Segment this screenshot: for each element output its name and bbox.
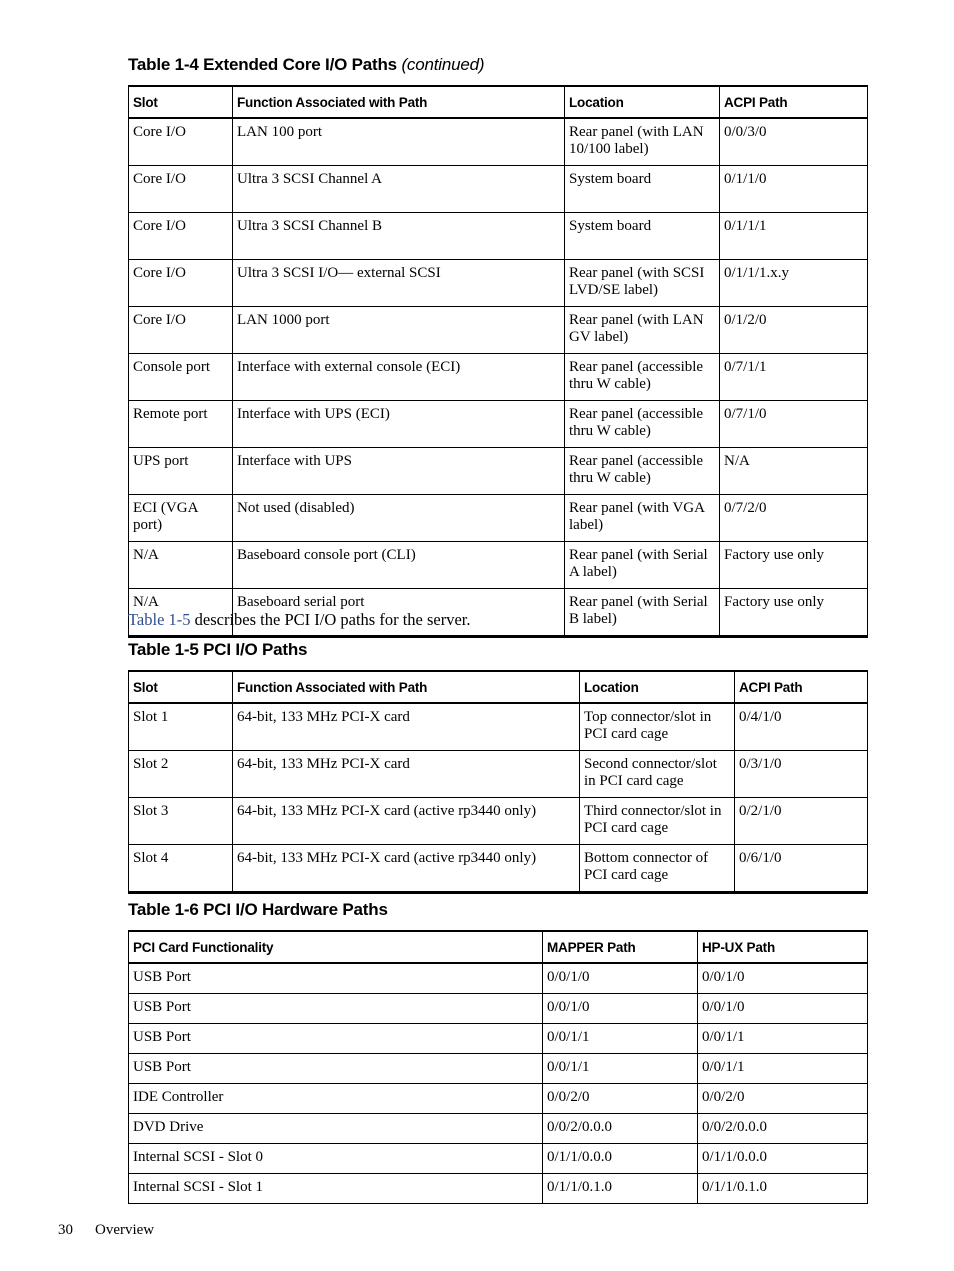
footer-section: Overview bbox=[95, 1222, 155, 1238]
table-cell: 0/1/1/1.x.y bbox=[720, 260, 868, 307]
table-cell: Not used (disabled) bbox=[233, 495, 565, 542]
table-cell: 0/1/2/0 bbox=[720, 307, 868, 354]
table-cell: 0/1/1/0.1.0 bbox=[698, 1174, 868, 1204]
column-header: MAPPER Path bbox=[543, 931, 698, 963]
table-cell: 0/1/1/0.1.0 bbox=[543, 1174, 698, 1204]
table-cell: N/A bbox=[129, 542, 233, 589]
intro-text: describes the PCI I/O paths for the server. bbox=[190, 610, 471, 629]
table-row bbox=[129, 118, 868, 166]
table-cell: N/A bbox=[720, 448, 868, 495]
table-1-4-body bbox=[129, 118, 868, 637]
table-cell: 0/1/1/0.0.0 bbox=[543, 1144, 698, 1174]
table-cell: USB Port bbox=[129, 963, 543, 994]
table-cell: System board bbox=[565, 166, 720, 213]
table-1-5-caption: Table 1-5 PCI I/O Paths bbox=[128, 640, 308, 659]
table-row bbox=[129, 703, 868, 751]
table-cell: 64-bit, 133 MHz PCI-X card (active rp3440 only) bbox=[233, 798, 580, 845]
table-cell: 0/7/1/0 bbox=[720, 401, 868, 448]
table-cell: Ultra 3 SCSI Channel B bbox=[233, 213, 565, 260]
table-cell: Bottom connector of PCI card cage bbox=[580, 845, 735, 893]
table-header-row bbox=[129, 931, 868, 963]
table-1-5-body bbox=[129, 703, 868, 893]
column-header: ACPI Path bbox=[720, 86, 868, 118]
table-cell: 0/0/1/0 bbox=[543, 994, 698, 1024]
column-header: Function Associated with Path bbox=[233, 86, 565, 118]
column-header: Slot bbox=[129, 86, 233, 118]
table-cell: 0/0/1/1 bbox=[543, 1054, 698, 1084]
table-cell: DVD Drive bbox=[129, 1114, 543, 1144]
table-cell: 0/0/2/0 bbox=[698, 1084, 868, 1114]
table-cell: 0/0/3/0 bbox=[720, 118, 868, 166]
table-cell: 0/1/1/1 bbox=[720, 213, 868, 260]
column-header: PCI Card Functionality bbox=[129, 931, 543, 963]
table-cell: 0/7/2/0 bbox=[720, 495, 868, 542]
table-1-5 bbox=[128, 670, 868, 894]
table-1-6-caption: Table 1-6 PCI I/O Hardware Paths bbox=[128, 900, 388, 919]
table-row bbox=[129, 354, 868, 401]
table-cell: LAN 100 port bbox=[233, 118, 565, 166]
table-cell: USB Port bbox=[129, 1054, 543, 1084]
table-row bbox=[129, 1144, 868, 1174]
table-cell: 64-bit, 133 MHz PCI-X card (active rp3440 only) bbox=[233, 845, 580, 893]
table-cell: ECI (VGA port) bbox=[129, 495, 233, 542]
table-cell: 0/1/1/0 bbox=[720, 166, 868, 213]
column-header: Location bbox=[580, 671, 735, 703]
table-row bbox=[129, 542, 868, 589]
table-cell: 0/0/1/1 bbox=[698, 1054, 868, 1084]
table-cell: Interface with external console (ECI) bbox=[233, 354, 565, 401]
table-cell: 64-bit, 133 MHz PCI-X card bbox=[233, 751, 580, 798]
table-row bbox=[129, 798, 868, 845]
table-cell: 0/0/1/0 bbox=[698, 994, 868, 1024]
page-number: 30 bbox=[58, 1222, 73, 1238]
table-cell: 0/0/2/0.0.0 bbox=[543, 1114, 698, 1144]
table-row bbox=[129, 1084, 868, 1114]
table-cell: Rear panel (accessible thru W cable) bbox=[565, 448, 720, 495]
table-cell: 0/7/1/1 bbox=[720, 354, 868, 401]
table-1-4 bbox=[128, 85, 868, 638]
table-cell: USB Port bbox=[129, 1024, 543, 1054]
table-row bbox=[129, 1174, 868, 1204]
table-cell: Slot 3 bbox=[129, 798, 233, 845]
table-row bbox=[129, 1024, 868, 1054]
table-1-4-continued: (continued) bbox=[401, 55, 485, 74]
table-cell: 0/0/2/0 bbox=[543, 1084, 698, 1114]
table-1-6 bbox=[128, 930, 868, 1204]
table-cell: Slot 1 bbox=[129, 703, 233, 751]
table-cell: LAN 1000 port bbox=[233, 307, 565, 354]
column-header: Function Associated with Path bbox=[233, 671, 580, 703]
table-cell: 0/0/1/1 bbox=[543, 1024, 698, 1054]
table-cell: Core I/O bbox=[129, 213, 233, 260]
table-cell: USB Port bbox=[129, 994, 543, 1024]
table-cell: Rear panel (with VGA label) bbox=[565, 495, 720, 542]
table-row bbox=[129, 495, 868, 542]
table-cell: Third connector/slot in PCI card cage bbox=[580, 798, 735, 845]
table-header-row bbox=[129, 671, 868, 703]
column-header: Location bbox=[565, 86, 720, 118]
table-cell: 0/1/1/0.0.0 bbox=[698, 1144, 868, 1174]
table-cell: 0/3/1/0 bbox=[735, 751, 868, 798]
table-cell: Top connector/slot in PCI card cage bbox=[580, 703, 735, 751]
table-cell: Core I/O bbox=[129, 118, 233, 166]
table-cell: Ultra 3 SCSI I/O— external SCSI bbox=[233, 260, 565, 307]
table-cell: Baseboard console port (CLI) bbox=[233, 542, 565, 589]
table-row bbox=[129, 994, 868, 1024]
table-cell: Slot 2 bbox=[129, 751, 233, 798]
table-row bbox=[129, 213, 868, 260]
table-cell: Ultra 3 SCSI Channel A bbox=[233, 166, 565, 213]
table-cell: 0/0/2/0.0.0 bbox=[698, 1114, 868, 1144]
table-row bbox=[129, 260, 868, 307]
table-cell: 0/0/1/1 bbox=[698, 1024, 868, 1054]
table-cell: 64-bit, 133 MHz PCI-X card bbox=[233, 703, 580, 751]
table-cell: IDE Controller bbox=[129, 1084, 543, 1114]
table-cell: N/A bbox=[129, 589, 233, 637]
table-cell: 0/4/1/0 bbox=[735, 703, 868, 751]
table-cell: Rear panel (with LAN GV label) bbox=[565, 307, 720, 354]
table-cell: Interface with UPS bbox=[233, 448, 565, 495]
table-cell: Slot 4 bbox=[129, 845, 233, 893]
table-cell: 0/6/1/0 bbox=[735, 845, 868, 893]
table-header-row bbox=[129, 86, 868, 118]
table-cell: Console port bbox=[129, 354, 233, 401]
column-header: ACPI Path bbox=[735, 671, 868, 703]
table-cell: Second connector/slot in PCI card cage bbox=[580, 751, 735, 798]
table-cell: UPS port bbox=[129, 448, 233, 495]
table-row bbox=[129, 307, 868, 354]
table-cell: Remote port bbox=[129, 401, 233, 448]
column-header: Slot bbox=[129, 671, 233, 703]
table-cell: Internal SCSI - Slot 0 bbox=[129, 1144, 543, 1174]
table-row bbox=[129, 963, 868, 994]
table-row bbox=[129, 751, 868, 798]
table-cell: Rear panel (with Serial B label) bbox=[565, 589, 720, 637]
table-cell: Factory use only bbox=[720, 589, 868, 637]
table-cell: Interface with UPS (ECI) bbox=[233, 401, 565, 448]
table-cell: Rear panel (accessible thru W cable) bbox=[565, 354, 720, 401]
table-cell: 0/0/1/0 bbox=[543, 963, 698, 994]
table-cell: System board bbox=[565, 213, 720, 260]
table-row bbox=[129, 448, 868, 495]
table-1-6-body bbox=[129, 963, 868, 1204]
table-cell: Factory use only bbox=[720, 542, 868, 589]
table-cell: Core I/O bbox=[129, 307, 233, 354]
table-row bbox=[129, 401, 868, 448]
table-1-5-link[interactable]: Table 1-5 bbox=[128, 610, 191, 629]
intro-paragraph bbox=[128, 610, 471, 630]
table-1-4-caption bbox=[128, 55, 484, 75]
table-row bbox=[129, 845, 868, 893]
table-row bbox=[129, 1054, 868, 1084]
table-cell: Rear panel (with LAN 10/100 label) bbox=[565, 118, 720, 166]
table-cell: Rear panel (with Serial A label) bbox=[565, 542, 720, 589]
table-cell: 0/2/1/0 bbox=[735, 798, 868, 845]
table-cell: Baseboard serial port bbox=[233, 589, 565, 637]
table-cell: Rear panel (with SCSI LVD/SE label) bbox=[565, 260, 720, 307]
table-row bbox=[129, 1114, 868, 1144]
table-cell: Internal SCSI - Slot 1 bbox=[129, 1174, 543, 1204]
table-1-4-title: Table 1-4 Extended Core I/O Paths bbox=[128, 55, 397, 74]
table-cell: Rear panel (accessible thru W cable) bbox=[565, 401, 720, 448]
column-header: HP-UX Path bbox=[698, 931, 868, 963]
table-cell: Core I/O bbox=[129, 166, 233, 213]
table-row bbox=[129, 166, 868, 213]
table-cell: 0/0/1/0 bbox=[698, 963, 868, 994]
table-cell: Core I/O bbox=[129, 260, 233, 307]
